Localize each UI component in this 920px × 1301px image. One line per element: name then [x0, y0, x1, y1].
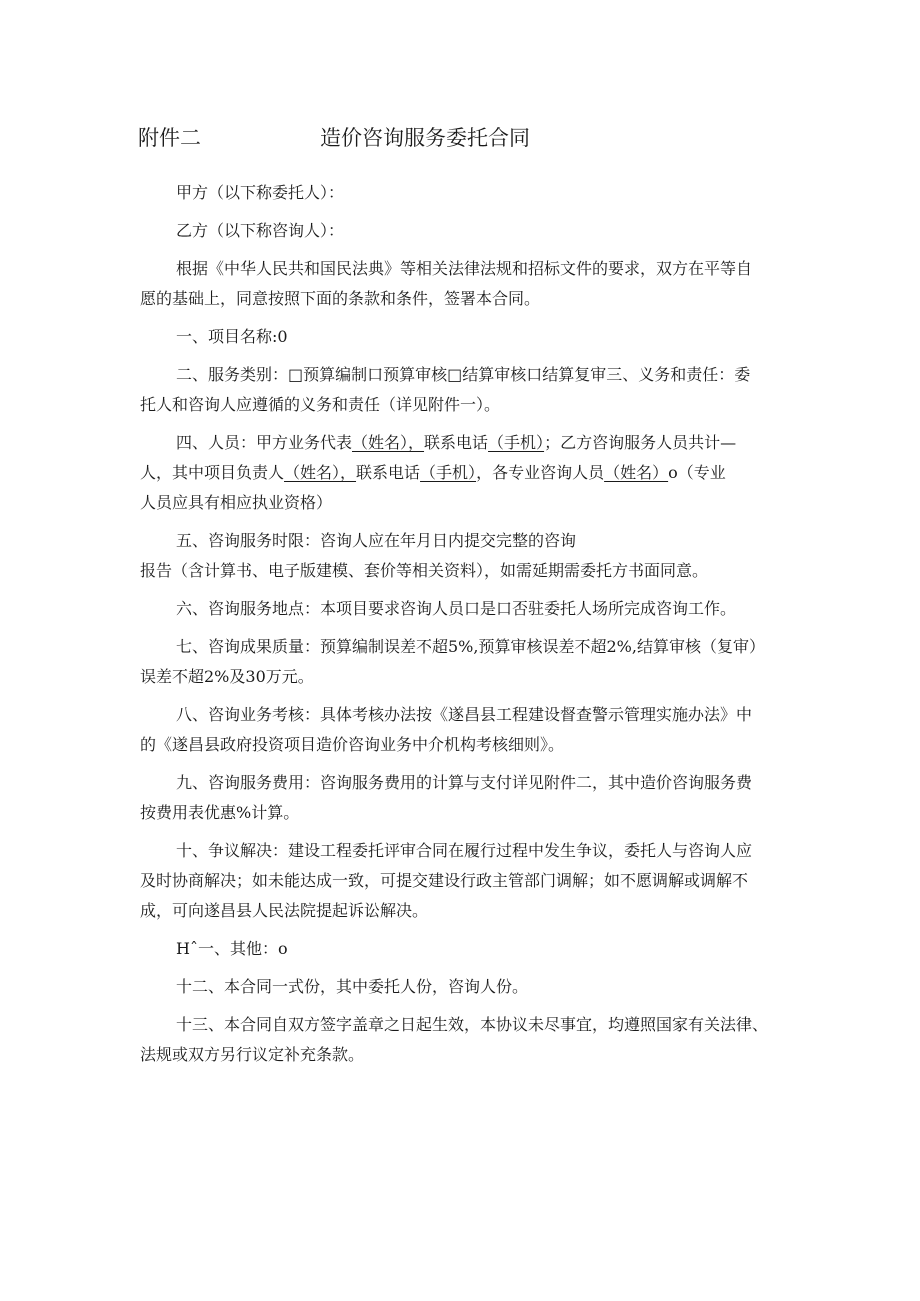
contract-title: 造价咨询服务委托合同 [320, 126, 530, 150]
intro-line-2: 愿的基础上，同意按照下面的条款和条件，签署本合同。 [140, 289, 541, 308]
clause-4-text: 联系电话 [424, 433, 489, 452]
clause-13-effect [140, 1010, 796, 1070]
party-a-line: 甲方（以下称委托人）： [176, 183, 345, 202]
party-b-line: 乙方（以下称咨询人）： [176, 221, 345, 240]
clause-4-text: o（专业 [668, 463, 726, 482]
clause-7-line-2: 误差不超2%及30万元。 [140, 667, 314, 686]
clause-7-quality [140, 632, 796, 692]
attachment-label: 附件二 [138, 126, 201, 150]
clause-9-line-2: 按费用表优惠%计算。 [140, 803, 300, 822]
clause-2-line-1: 二、服务类别：□预算编制口预算审核□结算审核口结算复审三、义务和责任：委 [176, 365, 751, 384]
clause-5-line-1: 五、咨询服务时限：咨询人应在年月日内提交完整的咨询 [176, 531, 577, 550]
clause-4-line-2 [140, 458, 796, 488]
clause-2-line-2: 托人和咨询人应遵循的义务和责任（详见附件一）。 [140, 395, 501, 414]
clause-10-line-2: 及时协商解决；如未能达成一致，可提交建设行政主管部门调解；如不愿调解或调解不 [140, 871, 749, 890]
clause-5-time-limit [140, 526, 796, 586]
clause-6-location: 六、咨询服务地点：本项目要求咨询人员口是口否驻委托人场所完成咨询工作。 [176, 599, 737, 618]
clause-4-text: 四、人员：甲方业务代表 [176, 433, 353, 452]
clause-9-line-1: 九、咨询服务费用：咨询服务费用的计算与支付详见附件二，其中造价咨询服务费 [176, 773, 753, 792]
clause-4-text: ；乙方咨询服务人员共计— [544, 433, 737, 452]
document-heading [138, 124, 530, 152]
clause-8-line-1: 八、咨询业务考核：具体考核办法按《遂昌县工程建设督查警示管理实施办法》中 [176, 705, 753, 724]
clause-10-dispute [140, 836, 796, 926]
clause-7-line-1: 七、咨询成果质量：预算编制误差不超5%,预算审核误差不超2%,结算审核（复审） [176, 637, 765, 656]
clause-13-line-1: 十三、本合同自双方签字盖章之日起生效，本协议未尽事宜，均遵照国家有关法律、 [176, 1015, 769, 1034]
clause-12-copies: 十二、本合同一式份，其中委托人份，咨询人份。 [176, 977, 529, 996]
clause-4-personnel [140, 428, 796, 518]
clause-4-line-3: 人员应具有相应执业资格） [140, 493, 333, 512]
clause-9-fees [140, 768, 796, 828]
clause-8-assessment [140, 700, 796, 760]
contract-body [140, 178, 796, 1078]
rep-phone-blank: （手机） [488, 433, 545, 452]
clause-5-line-2: 报告（含计算书、电子版建模、套价等相关资料），如需延期需委托方书面同意。 [140, 561, 709, 580]
clause-4-line-1 [140, 428, 796, 458]
intro-line-1: 根据《中华人民共和国民法典》等相关法律法规和招标文件的要求，双方在平等自 [176, 259, 753, 278]
clause-10-line-1: 十、争议解决：建设工程委托评审合同在履行过程中发生争议，委托人与咨询人应 [176, 841, 753, 860]
rep-name-blank: （姓名）， [352, 433, 425, 452]
leader-name-blank: （姓名）， [284, 463, 357, 482]
clause-4-text: 联系电话 [356, 463, 421, 482]
staff-name-blank: （姓名） [604, 463, 669, 482]
clause-13-line-2: 法规或双方另行议定补充条款。 [140, 1045, 365, 1064]
clause-10-line-3: 成，可向遂昌县人民法院提起诉讼解决。 [140, 901, 429, 920]
leader-phone-blank: （手机） [420, 463, 477, 482]
intro-paragraph [140, 254, 796, 314]
clause-11-other: Hˆ一、其他：o [176, 939, 288, 958]
clause-4-text: 人，其中项目负责人 [140, 463, 285, 482]
clause-4-text: ，各专业咨询人员 [476, 463, 605, 482]
clause-1-project-name: 一、项目名称:0 [176, 327, 288, 346]
clause-8-line-2: 的《遂昌县政府投资项目造价咨询业务中介机构考核细则》。 [140, 735, 565, 754]
clause-2-service-type [140, 360, 796, 420]
